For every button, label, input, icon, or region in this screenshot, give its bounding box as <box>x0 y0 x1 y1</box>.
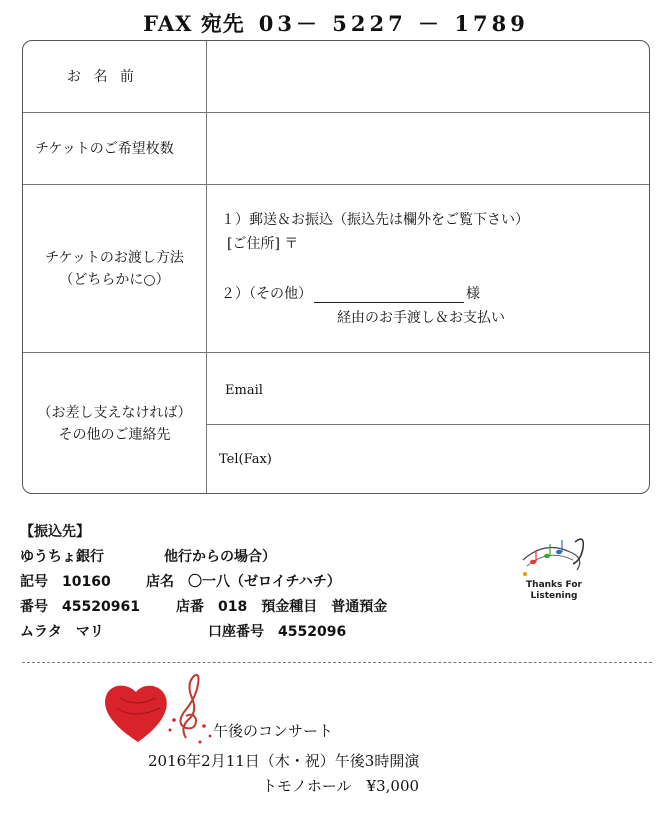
order-form-table <box>22 40 650 494</box>
bank-symbol: 記号 10160 <box>20 574 111 590</box>
option-mail-transfer[interactable]: １）郵送＆お振込（振込先は欄外をご覧下さい） <box>221 212 529 228</box>
tel-label: Tel(Fax) <box>219 452 272 467</box>
number-line <box>20 595 388 620</box>
delivery-label-line1: チケットのお渡し方法 <box>45 249 184 266</box>
delivery-method-row <box>23 185 649 353</box>
branch-name: 店名 〇一八（ゼロイチハチ） <box>146 574 341 590</box>
dashed-divider <box>22 662 652 663</box>
concert-venue-price: トモノホール ¥3,000 <box>262 777 420 795</box>
option2-prefix: ２）（その他） <box>221 286 312 302</box>
fax-number: 03－ 5227 － 1789 <box>258 11 529 36</box>
email-field[interactable] <box>207 353 649 425</box>
name-label: お 名 前 <box>23 41 207 112</box>
account-holder: ムラタ マリ <box>20 624 104 640</box>
bank-name: ゆうちょ銀行 <box>20 549 104 565</box>
delivery-method-options <box>207 185 649 352</box>
tel-field[interactable] <box>207 424 649 494</box>
email-label: Email <box>225 383 263 398</box>
concert-title: 午後のコンサート <box>213 722 334 740</box>
ticket-count-label: チケットのご希望枚数 <box>23 113 207 184</box>
option-other[interactable] <box>221 283 480 303</box>
ticket-count-row <box>23 113 649 185</box>
branch-number: 店番 018 預金種目 普通預金 <box>176 599 388 615</box>
ticket-count-field[interactable] <box>207 113 649 184</box>
bank-transfer-info <box>20 520 388 645</box>
bank-heading: 【振込先】 <box>20 524 90 540</box>
account-number: 口座番号 4552096 <box>208 624 347 640</box>
address-field-label: [ご住所] 〒 <box>227 236 299 252</box>
option2-suffix: 様 <box>466 286 480 302</box>
contact-label <box>23 353 207 494</box>
fax-label: FAX 宛先 <box>143 11 245 36</box>
name-row <box>23 41 649 113</box>
delivery-method-label <box>23 185 207 352</box>
contact-fields <box>207 353 649 494</box>
contact-label-line2: その他のご連絡先 <box>58 427 171 443</box>
thanks-for-listening-logo: Thanks For Listening <box>526 580 582 601</box>
option2-blank-field[interactable] <box>314 288 464 303</box>
bank-name-line <box>20 545 276 570</box>
delivery-label-line2: （どちらかに○） <box>59 271 170 288</box>
name-field[interactable] <box>207 41 649 112</box>
bank-number: 番号 45520961 <box>20 599 140 615</box>
symbol-line <box>20 570 341 595</box>
contact-label-line1: （お差し支えなければ） <box>37 405 192 421</box>
holder-line <box>20 620 347 645</box>
heart-treble-clef-icon <box>100 668 220 748</box>
option2-note: 経由のお手渡し＆お支払い <box>337 310 505 326</box>
other-bank-note: 他行からの場合） <box>164 549 276 565</box>
concert-datetime: 2016年2月11日（木・祝）午後3時開演 <box>148 752 420 770</box>
contact-row <box>23 353 649 494</box>
fax-header <box>0 8 672 38</box>
